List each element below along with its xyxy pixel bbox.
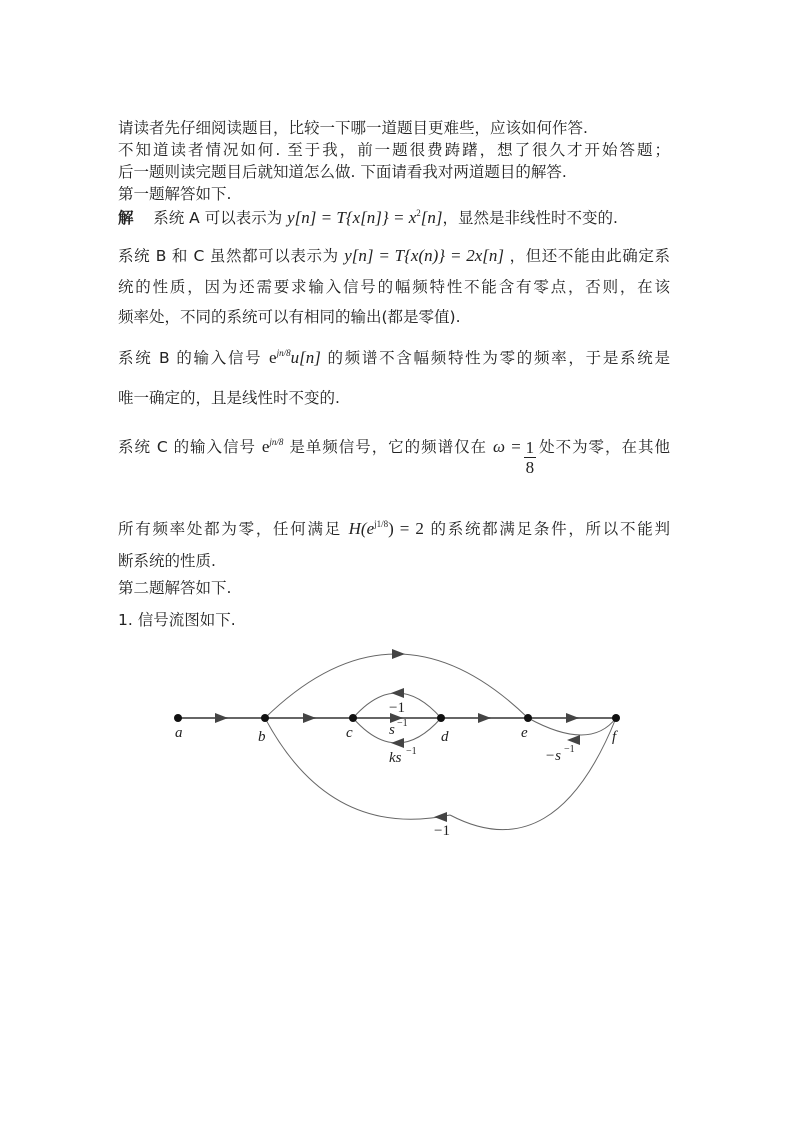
text: 所有频率处都为零，任何满足 bbox=[118, 520, 342, 538]
paragraph: 频率处，不同的系统可以有相同的输出(都是零值). bbox=[118, 308, 461, 326]
paragraph: 不知道读者情况如何. 至于我，前一题很费踌躇，想了很久才开始答题； bbox=[118, 141, 670, 159]
eq-part: H(e bbox=[348, 519, 375, 538]
gain-label: −s bbox=[545, 748, 561, 764]
solution-line-a bbox=[118, 208, 670, 228]
equation: y[n] = T{x(n)} = 2x[n] bbox=[344, 246, 505, 265]
arrow-icon bbox=[392, 649, 405, 659]
equation bbox=[269, 348, 321, 367]
paragraph: 请读者先仔细阅读题目，比较一下哪一道题目更难些，应该如何作答. bbox=[118, 119, 588, 137]
arrow-icon bbox=[215, 713, 228, 723]
text: 系统 A 可以表示为 bbox=[153, 209, 283, 227]
gain-sup: −1 bbox=[564, 744, 575, 755]
gain-label: ks bbox=[389, 750, 402, 766]
paragraph-c2 bbox=[118, 519, 670, 539]
node-label: d bbox=[441, 729, 449, 745]
node-label: c bbox=[346, 725, 353, 741]
text: 是单频信号，它的频谱仅在 bbox=[289, 438, 488, 456]
equation bbox=[262, 437, 284, 456]
paragraph: 唯一确定的，且是线性时不变的. bbox=[118, 389, 340, 407]
node-label: a bbox=[175, 725, 183, 741]
paragraph-bc bbox=[118, 246, 670, 266]
equation bbox=[287, 208, 442, 227]
eq-sup: jn/8 bbox=[269, 437, 284, 447]
eq-sup: j1/8 bbox=[374, 519, 389, 529]
node-d bbox=[437, 714, 445, 722]
list-item: 1. 信号流图如下. bbox=[118, 611, 236, 629]
eq-sup: jn/8 bbox=[276, 348, 291, 358]
node-f bbox=[612, 714, 620, 722]
arrow-icon bbox=[303, 713, 316, 723]
gain-sup: −1 bbox=[406, 746, 417, 757]
gain-label: −1 bbox=[389, 700, 405, 716]
arrow-icon bbox=[391, 738, 404, 748]
numerator: 1 bbox=[525, 438, 535, 457]
section-heading: 第二题解答如下. bbox=[118, 579, 232, 597]
text: ，但还不能由此确定系 bbox=[509, 247, 670, 265]
paragraph: 断系统的性质. bbox=[118, 552, 216, 570]
text: ，显然是非线性时不变的. bbox=[442, 209, 618, 227]
text: 系统 C 的输入信号 bbox=[118, 438, 256, 456]
eq-part: ) = 2 bbox=[388, 519, 424, 538]
node-b bbox=[261, 714, 269, 722]
text: 处不为零，在其他 bbox=[538, 438, 670, 456]
paragraph-c bbox=[118, 428, 670, 477]
eq-part: u[n] bbox=[290, 348, 321, 367]
paragraph: 统的性质，因为还需要求输入信号的幅频特性不能含有零点，否则，在该 bbox=[118, 278, 670, 296]
section-heading: 第一题解答如下. bbox=[118, 185, 232, 203]
eq-part: y[n] = T{x[n]} = x bbox=[287, 208, 417, 227]
node-label: b bbox=[258, 729, 266, 745]
gain-label: −1 bbox=[434, 823, 450, 839]
arrow-icon bbox=[434, 812, 447, 822]
node-a bbox=[174, 714, 182, 722]
eq-part: e bbox=[269, 348, 277, 367]
eq-part: [n] bbox=[420, 208, 443, 227]
text: 系统 B 的输入信号 bbox=[118, 349, 263, 367]
eq-sup: 2 bbox=[416, 208, 421, 218]
node-c bbox=[349, 714, 357, 722]
node-e bbox=[524, 714, 532, 722]
gain-sup: −1 bbox=[397, 718, 408, 729]
text: 的系统都满足条件，所以不能判 bbox=[430, 520, 670, 538]
arrow-icon bbox=[478, 713, 491, 723]
paragraph-b bbox=[118, 348, 670, 368]
text: 的频谱不含幅频特性为零的频率，于是系统是 bbox=[327, 349, 670, 367]
arrow-icon bbox=[391, 688, 404, 698]
fraction bbox=[524, 438, 537, 477]
solution-label: 解 bbox=[118, 209, 134, 227]
arrow-icon bbox=[566, 713, 579, 723]
signal-flow-graph bbox=[0, 620, 794, 880]
denominator: 8 bbox=[525, 458, 535, 477]
node-label: f bbox=[612, 729, 617, 745]
equation bbox=[349, 519, 424, 538]
text: 系统 B 和 C 虽然都可以表示为 bbox=[118, 247, 339, 265]
eq-part: e bbox=[261, 437, 270, 456]
node-label: e bbox=[521, 725, 528, 741]
paragraph: 后一题则读完题目后就知道怎么做. 下面请看我对两道题目的解答. bbox=[118, 163, 567, 181]
gain-label: s bbox=[389, 722, 395, 738]
equation: ω = bbox=[492, 437, 522, 456]
